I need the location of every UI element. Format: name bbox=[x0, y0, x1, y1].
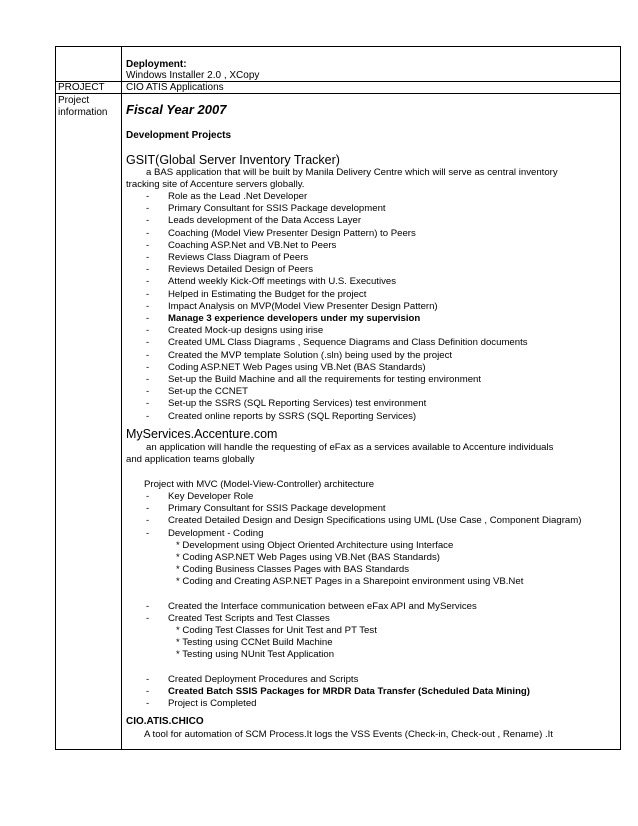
gsit-list-item bbox=[126, 301, 618, 313]
gsit-list-item bbox=[126, 386, 618, 398]
dash-bullet: - bbox=[146, 276, 150, 288]
project-info-label-2: information bbox=[58, 107, 108, 118]
dash-bullet: - bbox=[146, 527, 150, 539]
myservices-list-item bbox=[126, 601, 618, 613]
list-item-text: Set-up the SSRS (SQL Reporting Services) test environment bbox=[168, 398, 427, 410]
resume-table bbox=[55, 46, 621, 750]
dash-bullet: - bbox=[146, 386, 150, 398]
gsit-list-item bbox=[126, 398, 618, 410]
list-item-text: Coaching ASP.Net and VB.Net to Peers bbox=[168, 239, 337, 251]
deployment-text: Windows Installer 2.0 , XCopy bbox=[126, 70, 260, 81]
dash-bullet: - bbox=[146, 491, 150, 502]
list-item-text: Manage 3 experience developers under my supervision bbox=[168, 313, 421, 325]
list-item-text: Primary Consultant for SSIS Package development bbox=[168, 503, 386, 515]
myservices-sub-item: * Testing using CCNet Build Machine bbox=[176, 637, 333, 649]
dash-bullet: - bbox=[146, 239, 150, 251]
gsit-list-item bbox=[126, 276, 618, 288]
dash-bullet: - bbox=[146, 288, 150, 300]
dash-bullet: - bbox=[146, 398, 150, 410]
dash-bullet: - bbox=[146, 361, 150, 373]
myservices-list-item bbox=[126, 491, 618, 503]
gsit-list-item bbox=[126, 264, 618, 276]
dash-bullet: - bbox=[146, 264, 150, 276]
list-item-text: Coding ASP.NET Web Pages using VB.Net (BAS Standards) bbox=[168, 361, 426, 373]
gsit-list-item bbox=[126, 228, 618, 240]
gsit-list-item bbox=[126, 215, 618, 227]
deployment-title: Deployment: bbox=[126, 59, 187, 70]
myservices-sub-item: * Coding and Creating ASP.NET Pages in a Sharepoint environment using VB.Net bbox=[176, 576, 524, 588]
row-divider bbox=[56, 93, 620, 94]
myservices-architecture: Project with MVC (Model-View-Controller) architecture bbox=[144, 479, 375, 490]
gsit-list-item bbox=[126, 350, 618, 362]
project-value: CIO ATIS Applications bbox=[126, 82, 224, 93]
chico-title: CIO.ATIS.CHICO bbox=[126, 716, 204, 727]
list-item-text: Set-up the CCNET bbox=[168, 386, 248, 398]
list-item-text: Leads development of the Data Access Layer bbox=[168, 215, 362, 227]
dash-bullet: - bbox=[146, 203, 150, 215]
gsit-desc-line-2: tracking site of Accenture servers globally. bbox=[126, 179, 305, 191]
myservices-list-item bbox=[126, 674, 618, 686]
column-divider bbox=[121, 47, 122, 749]
dash-bullet: - bbox=[146, 191, 150, 202]
list-item-text: Created Detailed Design and Design Specifications using UML (Use Case , Component Diagram) bbox=[168, 515, 582, 527]
gsit-list-item bbox=[126, 203, 618, 215]
myservices-task-list bbox=[126, 491, 618, 710]
dash-bullet: - bbox=[146, 503, 150, 515]
dash-bullet: - bbox=[146, 325, 150, 337]
project-label: PROJECT bbox=[58, 82, 105, 93]
gsit-task-list bbox=[126, 191, 618, 423]
gsit-list-item bbox=[126, 313, 618, 325]
dash-bullet: - bbox=[146, 300, 150, 312]
dash-bullet: - bbox=[146, 252, 150, 264]
myservices-sub-item: * Coding Business Classes Pages with BAS Standards bbox=[176, 564, 410, 576]
gsit-list-item bbox=[126, 252, 618, 264]
list-item-text: Role as the Lead .Net Developer bbox=[168, 191, 308, 202]
list-item-text: Created the MVP template Solution (.sln) being used by the project bbox=[168, 349, 453, 361]
gsit-list-item bbox=[126, 289, 618, 301]
list-item-text: Helped in Estimating the Budget for the project bbox=[168, 288, 367, 300]
list-item-text: Key Developer Role bbox=[168, 491, 254, 502]
myservices-desc-line-1: an application will handle the requesting of eFax as a services available to Accenture individuals bbox=[146, 442, 554, 453]
list-item-text: Created UML Class Diagrams , Sequence Diagrams and Class Definition documents bbox=[168, 337, 528, 349]
gsit-title: GSIT(Global Server Inventory Tracker) bbox=[126, 153, 340, 167]
list-item-text: Created Batch SSIS Packages for MRDR Data Transfer (Scheduled Data Mining) bbox=[168, 685, 530, 697]
myservices-title: MyServices.Accenture.com bbox=[126, 427, 278, 441]
dash-bullet: - bbox=[146, 673, 150, 685]
dash-bullet: - bbox=[146, 227, 150, 239]
dash-bullet: - bbox=[146, 337, 150, 349]
dash-bullet: - bbox=[146, 515, 150, 527]
gsit-list-item bbox=[126, 374, 618, 386]
gsit-list-item bbox=[126, 411, 618, 423]
myservices-sub-item: * Coding Test Classes for Unit Test and PT Test bbox=[176, 625, 377, 637]
list-item-text: Created online reports by SSRS (SQL Reporting Services) bbox=[168, 410, 417, 422]
list-item-text: Primary Consultant for SSIS Package development bbox=[168, 203, 386, 215]
spacer bbox=[126, 662, 618, 674]
gsit-list-item bbox=[126, 191, 618, 203]
list-item-text: Project is Completed bbox=[168, 698, 257, 710]
list-item-text: Created Deployment Procedures and Scripts bbox=[168, 673, 359, 685]
dash-bullet: - bbox=[146, 349, 150, 361]
myservices-sub-item: * Testing using NUnit Test Application bbox=[176, 649, 335, 661]
chico-description: A tool for automation of SCM Process.It logs the VSS Events (Check-in, Check-out , Rename) .It bbox=[144, 729, 553, 740]
list-item-text: Set-up the Build Machine and all the requirements for testing environment bbox=[168, 374, 482, 386]
gsit-list-item bbox=[126, 362, 618, 374]
list-item-text: Development - Coding bbox=[168, 527, 264, 539]
dash-bullet: - bbox=[146, 313, 150, 325]
gsit-desc-line-1: a BAS application that will be built by Manila Delivery Centre which will serve as central inventory bbox=[146, 167, 558, 178]
gsit-list-item bbox=[126, 240, 618, 252]
myservices-sub-item: * Coding ASP.NET Web Pages using VB.Net (BAS Standards) bbox=[176, 552, 440, 564]
list-item-text: Reviews Class Diagram of Peers bbox=[168, 252, 309, 264]
spacer bbox=[126, 589, 618, 601]
myservices-list-item bbox=[126, 698, 618, 710]
dash-bullet: - bbox=[146, 612, 150, 624]
myservices-sub-item: * Development using Object Oriented Architecture using Interface bbox=[176, 539, 454, 551]
project-info-label-1: Project bbox=[58, 95, 90, 106]
gsit-list-item bbox=[126, 337, 618, 349]
myservices-list-item bbox=[126, 515, 618, 527]
gsit-description bbox=[126, 167, 618, 191]
list-item-text: Reviews Detailed Design of Peers bbox=[168, 264, 314, 276]
myservices-list-item bbox=[126, 503, 618, 515]
list-item-text: Coaching (Model View Presenter Design Pattern) to Peers bbox=[168, 227, 416, 239]
fiscal-year-heading: Fiscal Year 2007 bbox=[126, 102, 227, 117]
myservices-desc-line-2: and application teams globally bbox=[126, 454, 255, 466]
dash-bullet: - bbox=[146, 410, 150, 422]
development-projects-heading: Development Projects bbox=[126, 130, 232, 141]
myservices-list-item bbox=[126, 613, 618, 625]
list-item-text: Created Test Scripts and Test Classes bbox=[168, 612, 330, 624]
dash-bullet: - bbox=[146, 685, 150, 697]
dash-bullet: - bbox=[146, 215, 150, 227]
dash-bullet: - bbox=[146, 374, 150, 386]
list-item-text: Impact Analysis on MVP(Model View Presenter Design Pattern) bbox=[168, 300, 438, 312]
dash-bullet: - bbox=[146, 600, 150, 612]
list-item-text: Created the Interface communication between eFax API and MyServices bbox=[168, 600, 477, 612]
myservices-description bbox=[126, 442, 618, 466]
dash-bullet: - bbox=[146, 698, 150, 710]
list-item-text: Attend weekly Kick-Off meetings with U.S. Executives bbox=[168, 276, 397, 288]
list-item-text: Created Mock-up designs using irise bbox=[168, 325, 324, 337]
gsit-list-item bbox=[126, 325, 618, 337]
myservices-list-item bbox=[126, 528, 618, 540]
myservices-list-item bbox=[126, 686, 618, 698]
